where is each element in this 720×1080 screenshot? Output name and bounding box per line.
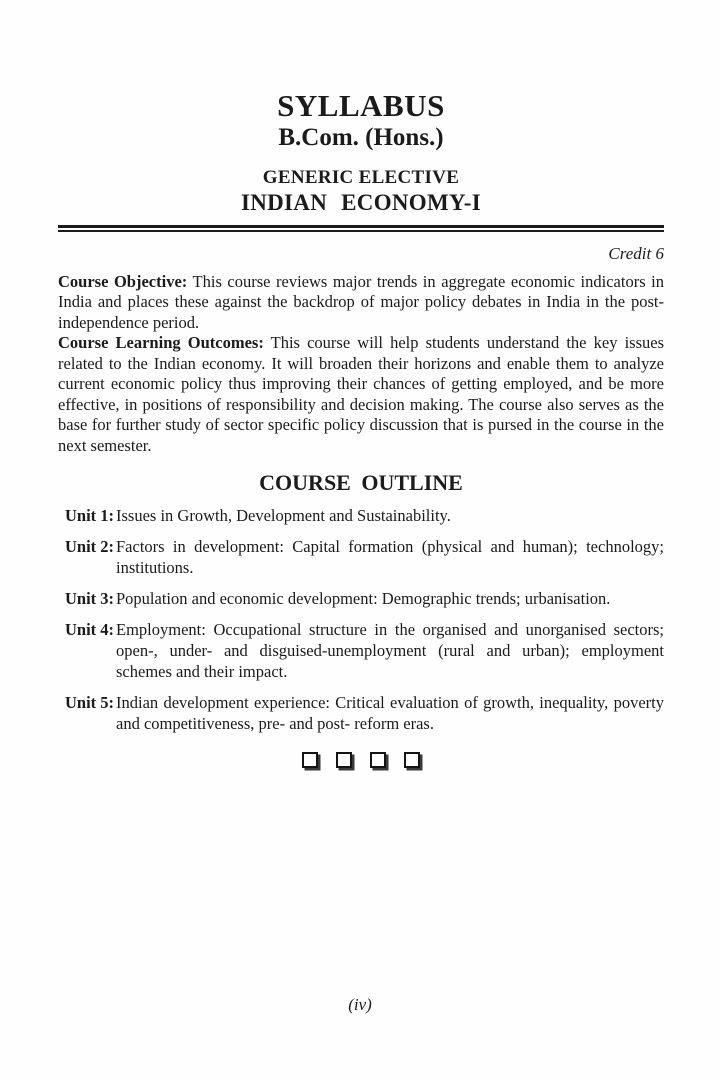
unit-1-label: Unit 1: — [65, 506, 115, 525]
document-header — [58, 0, 664, 216]
unit-list — [58, 505, 664, 734]
shadowed-square-icon — [302, 752, 318, 768]
end-ornament — [58, 752, 664, 774]
unit-row-4 — [58, 619, 664, 682]
unit-4-label: Unit 4: — [65, 620, 115, 639]
elective-type-heading: GENERIC ELECTIVE — [262, 167, 460, 188]
shadowed-square-icon — [404, 752, 420, 768]
page-title: SYLLABUS — [277, 88, 445, 123]
unit-2-description: Factors in development: Capital formation (physical and human); technology; institutions. — [116, 537, 664, 577]
course-learning-outcomes-text: This course will help students understand the key issues related to the Indian economy. It will broaden their horizons and enable them to analyze current economic policy thus improving their chances of getting employed, and be more effective, in positions of responsibility and decision making. The course also serves as the base for further study of sector specific policy discussion that is pursed in the course in the next semester. — [58, 333, 664, 455]
unit-row-1 — [58, 505, 664, 526]
course-objective-text: This course reviews major trends in aggregate economic indicators in India and places these against the backdrop of major policy debates in India in the post-independence period. — [58, 271, 665, 332]
course-learning-outcomes-paragraph — [58, 333, 664, 456]
page-number: (iv) — [348, 995, 372, 1014]
unit-3-label: Unit 3: — [65, 589, 115, 608]
credit-line: Credit 6 — [608, 244, 664, 263]
unit-row-3 — [58, 588, 664, 609]
unit-5-label: Unit 5: — [65, 693, 115, 712]
unit-3-description: Population and economic development: Demographic trends; urbanisation. — [116, 589, 611, 608]
unit-5-description: Indian development experience: Critical evaluation of growth, inequality, poverty and competitiveness, pre- and post- reform eras. — [116, 693, 664, 733]
course-name-heading: INDIAN ECONOMY-I — [240, 190, 482, 215]
unit-2-label: Unit 2: — [65, 537, 115, 556]
course-outline-heading: COURSE OUTLINE — [259, 470, 463, 495]
unit-1-description: Issues in Growth, Development and Sustainability. — [116, 506, 451, 525]
shadowed-square-icon — [336, 752, 352, 768]
course-learning-outcomes-label: Course Learning Outcomes: — [58, 333, 264, 352]
program-title: B.Com. (Hons.) — [278, 124, 444, 151]
unit-row-2 — [58, 536, 664, 578]
course-objective-paragraph — [58, 272, 664, 334]
shadowed-square-icon — [370, 752, 386, 768]
unit-row-5 — [58, 692, 664, 734]
double-rule-divider — [58, 225, 664, 232]
course-objective-label: Course Objective: — [58, 271, 188, 291]
unit-4-description: Employment: Occupational structure in the organised and unorganised sectors; open-, under- and disguised-unemployment (rural and urban); employment schemes and their impact. — [116, 620, 664, 681]
